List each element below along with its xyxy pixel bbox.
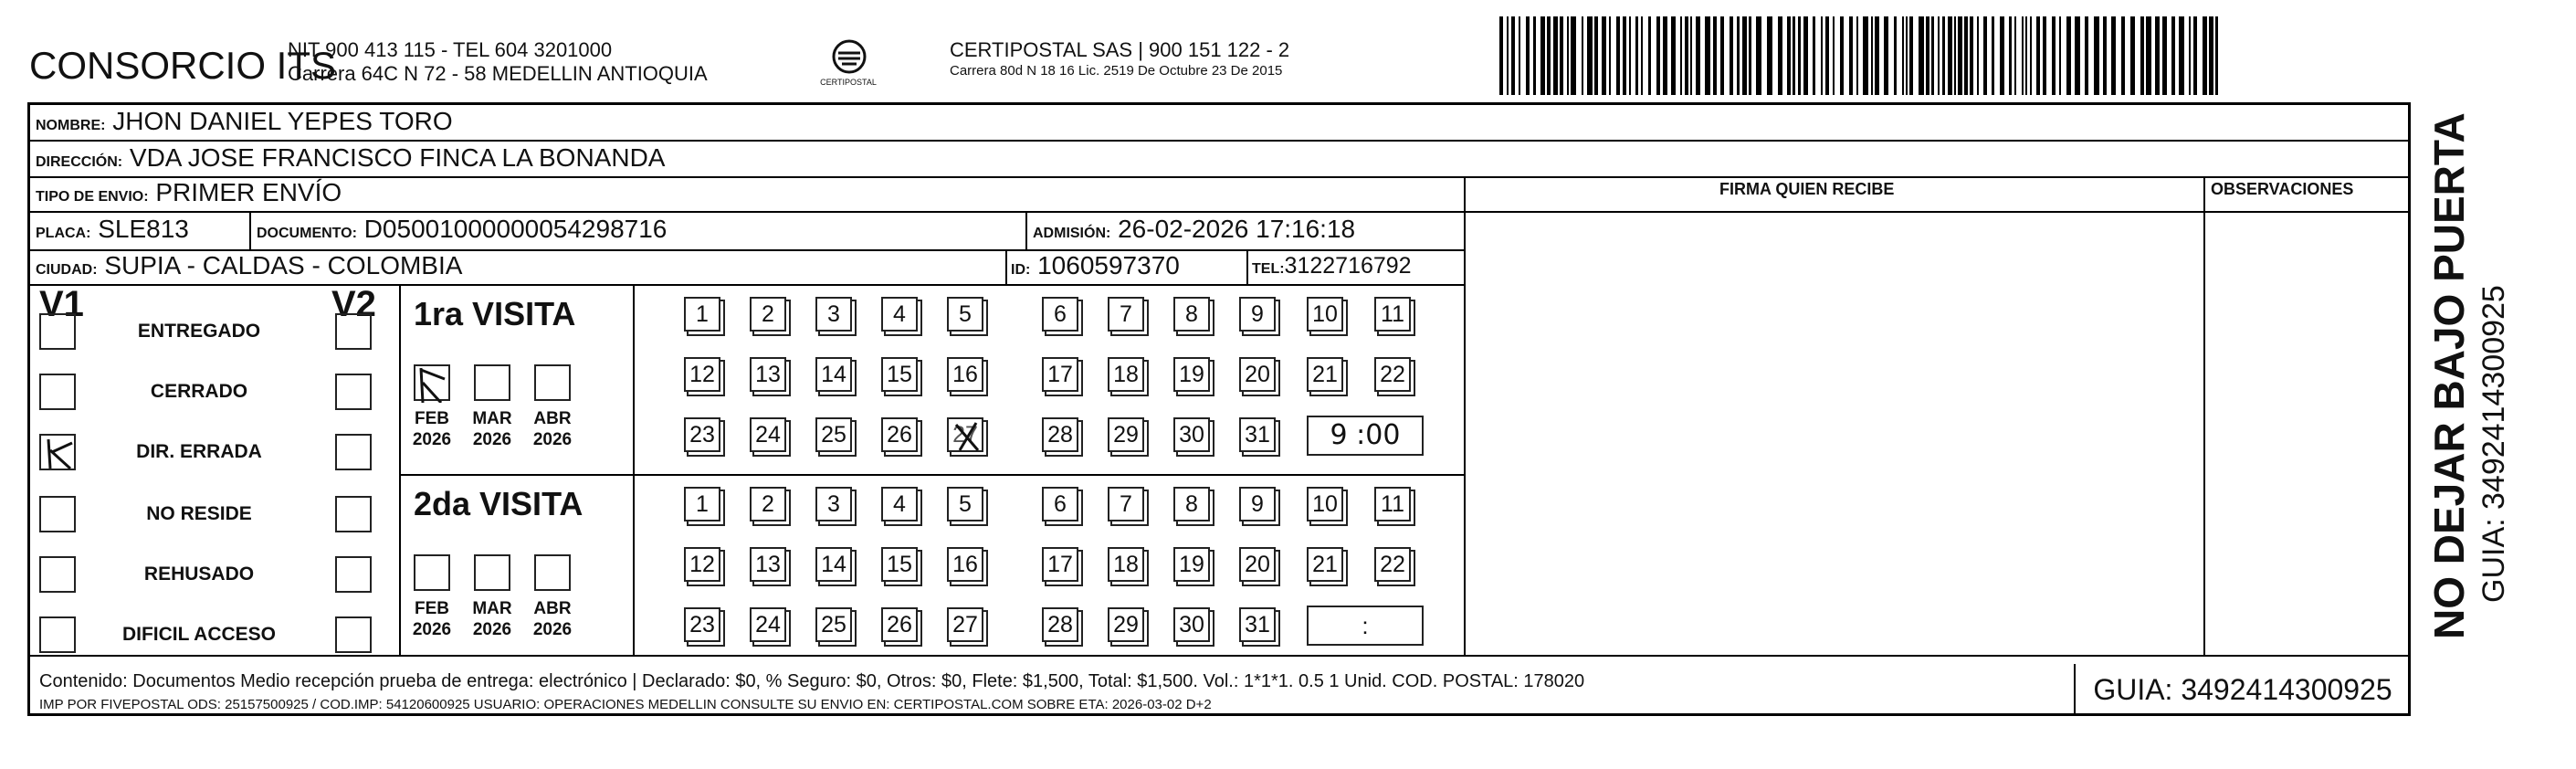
day-box[interactable]: 19: [1173, 357, 1210, 392]
day-box[interactable]: 2: [750, 297, 786, 332]
status-label: DIR. ERRADA: [136, 441, 262, 462]
visit-title: 1ra VISITA: [414, 295, 576, 332]
day-box[interactable]: 19: [1173, 547, 1210, 582]
day-box[interactable]: 15: [881, 547, 918, 582]
month-checkbox[interactable]: [474, 554, 510, 591]
month-checkbox[interactable]: [534, 554, 571, 591]
nombre-field: NOMBRE: JHON DANIEL YEPES TORO: [36, 107, 453, 135]
v2-checkbox[interactable]: [335, 374, 372, 410]
day-box[interactable]: 23: [684, 607, 720, 642]
month-checkbox[interactable]: [534, 364, 571, 401]
day-box[interactable]: 12: [684, 357, 720, 392]
day-box[interactable]: 9: [1239, 487, 1276, 521]
placa-field: PLACA: SLE813: [36, 215, 189, 243]
nit-line: NIT 900 413 115 - TEL 604 3201000: [288, 38, 613, 61]
ciudad-field: CIUDAD: SUPIA - CALDAS - COLOMBIA: [36, 251, 463, 279]
tipo-envio-field: TIPO DE ENVIO: PRIMER ENVÍO: [36, 178, 342, 206]
day-box[interactable]: 24: [750, 417, 786, 452]
day-box[interactable]: 14: [815, 357, 852, 392]
day-box[interactable]: 6: [1042, 487, 1078, 521]
delivery-form: [27, 102, 2411, 716]
month-checkbox[interactable]: [414, 554, 450, 591]
day-box[interactable]: 16: [947, 547, 983, 582]
footer-guia: GUIA: 3492414300925: [2074, 664, 2410, 715]
month-checkbox[interactable]: [414, 364, 450, 401]
barcode: [1499, 16, 2223, 95]
day-box[interactable]: 1: [684, 297, 720, 332]
no-dejar-warning: NO DEJAR BAJO PUERTA: [2425, 112, 2473, 639]
day-box[interactable]: 13: [750, 547, 786, 582]
status-label: DIFICIL ACCESO: [121, 624, 276, 645]
status-label: NO RESIDE: [146, 503, 252, 524]
day-box[interactable]: 30: [1173, 607, 1210, 642]
side-guia: GUIA: 3492414300925: [2476, 285, 2511, 603]
certipostal-line: CERTIPOSTAL SAS | 900 151 122 - 2: [950, 38, 1290, 61]
certipostal-info: [950, 38, 1289, 80]
v2-checkbox[interactable]: [335, 496, 372, 532]
v2-checkbox[interactable]: [335, 556, 372, 593]
day-box[interactable]: 24: [750, 607, 786, 642]
day-box[interactable]: 10: [1307, 487, 1343, 521]
time-box[interactable]: :: [1307, 606, 1424, 646]
v1-checkbox[interactable]: [39, 313, 76, 350]
day-box[interactable]: 27: [947, 417, 983, 452]
day-box[interactable]: 25: [815, 607, 852, 642]
certipostal-sub: Carrera 80d N 18 16 Lic. 2519 De Octubre 23 De 2015: [950, 63, 1283, 79]
company-name: CONSORCIO ITS: [29, 44, 337, 87]
logo-text: CERTIPOSTAL: [820, 78, 877, 87]
day-box[interactable]: 31: [1239, 607, 1276, 642]
day-box[interactable]: 22: [1374, 357, 1411, 392]
v1-checkbox[interactable]: [39, 556, 76, 593]
day-box[interactable]: 7: [1108, 487, 1144, 521]
day-box[interactable]: 22: [1374, 547, 1411, 582]
month-label: MAR 2026: [472, 409, 512, 449]
v2-checkbox[interactable]: [335, 313, 372, 350]
day-box[interactable]: 5: [947, 487, 983, 521]
status-label: CERRADO: [150, 381, 248, 402]
status-label: REHUSADO: [143, 564, 255, 585]
day-box[interactable]: 11: [1374, 487, 1411, 521]
day-box[interactable]: 18: [1108, 357, 1144, 392]
day-box[interactable]: 20: [1239, 357, 1276, 392]
firma-header: FIRMA QUIEN RECIBE: [1719, 180, 1895, 198]
v2-checkbox[interactable]: [335, 434, 372, 470]
month-label: MAR 2026: [472, 599, 512, 639]
day-box[interactable]: 29: [1108, 607, 1144, 642]
day-box[interactable]: 4: [881, 297, 918, 332]
visit-title: 2da VISITA: [414, 485, 584, 522]
day-box[interactable]: 10: [1307, 297, 1343, 332]
time-box[interactable]: 9 :00: [1307, 416, 1424, 456]
address-line: Carrera 64C N 72 - 58 MEDELLIN ANTIOQUIA: [288, 62, 708, 85]
tel-field: TEL:3122716792: [1252, 253, 1412, 279]
v2-header: V2: [331, 284, 376, 324]
v2-checkbox[interactable]: [335, 616, 372, 653]
month-label: FEB 2026: [412, 599, 452, 639]
day-box[interactable]: 17: [1042, 547, 1078, 582]
observaciones-header: OBSERVACIONES: [2211, 180, 2354, 198]
day-box[interactable]: 14: [815, 547, 852, 582]
documento-field: DOCUMENTO: D05001000000054298716: [257, 215, 668, 243]
v1-checkbox[interactable]: [39, 496, 76, 532]
day-box[interactable]: 12: [684, 547, 720, 582]
day-box[interactable]: 7: [1108, 297, 1144, 332]
day-box[interactable]: 11: [1374, 297, 1411, 332]
day-box[interactable]: 20: [1239, 547, 1276, 582]
direccion-field: DIRECCIÓN: VDA JOSE FRANCISCO FINCA LA BONANDA: [36, 143, 666, 172]
v1-checkbox[interactable]: [39, 616, 76, 653]
footer-print-info: IMP POR FIVEPOSTAL ODS: 25157500925 / COD.IMP: 54120600925 USUARIO: OPERACIONES MEDELLIN CONSULTE SU ENVIO EN: CERTIPOSTAL.COM SOBRE ETA: 2026-03-02 D+2: [39, 697, 1212, 712]
month-label: FEB 2026: [412, 409, 452, 449]
day-box[interactable]: 30: [1173, 417, 1210, 452]
month-checkbox[interactable]: [474, 364, 510, 401]
day-box[interactable]: 6: [1042, 297, 1078, 332]
day-box[interactable]: 18: [1108, 547, 1144, 582]
day-box[interactable]: 17: [1042, 357, 1078, 392]
id-field: ID: 1060597370: [1011, 251, 1180, 279]
day-box[interactable]: 16: [947, 357, 983, 392]
day-box[interactable]: 9: [1239, 297, 1276, 332]
day-box[interactable]: 15: [881, 357, 918, 392]
month-label: ABR 2026: [532, 599, 573, 639]
day-box[interactable]: 21: [1307, 547, 1343, 582]
day-box[interactable]: 8: [1173, 297, 1210, 332]
day-box[interactable]: 29: [1108, 417, 1144, 452]
v1-checkbox[interactable]: [39, 434, 76, 470]
day-box[interactable]: 3: [815, 297, 852, 332]
day-box[interactable]: 26: [881, 417, 918, 452]
day-box[interactable]: 31: [1239, 417, 1276, 452]
status-label: ENTREGADO: [137, 321, 261, 342]
day-box[interactable]: 28: [1042, 607, 1078, 642]
day-box[interactable]: 4: [881, 487, 918, 521]
company-info: [288, 38, 708, 86]
day-box[interactable]: 8: [1173, 487, 1210, 521]
day-box[interactable]: 28: [1042, 417, 1078, 452]
day-box[interactable]: 27: [947, 607, 983, 642]
day-box[interactable]: 5: [947, 297, 983, 332]
v1-checkbox[interactable]: [39, 374, 76, 410]
day-box[interactable]: 21: [1307, 357, 1343, 392]
day-box[interactable]: 13: [750, 357, 786, 392]
day-box[interactable]: 1: [684, 487, 720, 521]
v1-header: V1: [39, 284, 84, 324]
month-label: ABR 2026: [532, 409, 573, 449]
day-box[interactable]: 23: [684, 417, 720, 452]
admision-field: ADMISIÓN: 26-02-2026 17:16:18: [1033, 215, 1356, 243]
day-box[interactable]: 3: [815, 487, 852, 521]
day-box[interactable]: 26: [881, 607, 918, 642]
day-box[interactable]: 25: [815, 417, 852, 452]
footer-content: Contenido: Documentos Medio recepción prueba de entrega: electrónico | Declarado: $0, % Seguro: $0, Otros: $0, Flete: $1,500, Total: $1,500. Vol.: 1*1*1. 0.5 1 Unid. COD. POSTAL: 178020: [39, 671, 1585, 691]
day-box[interactable]: 2: [750, 487, 786, 521]
